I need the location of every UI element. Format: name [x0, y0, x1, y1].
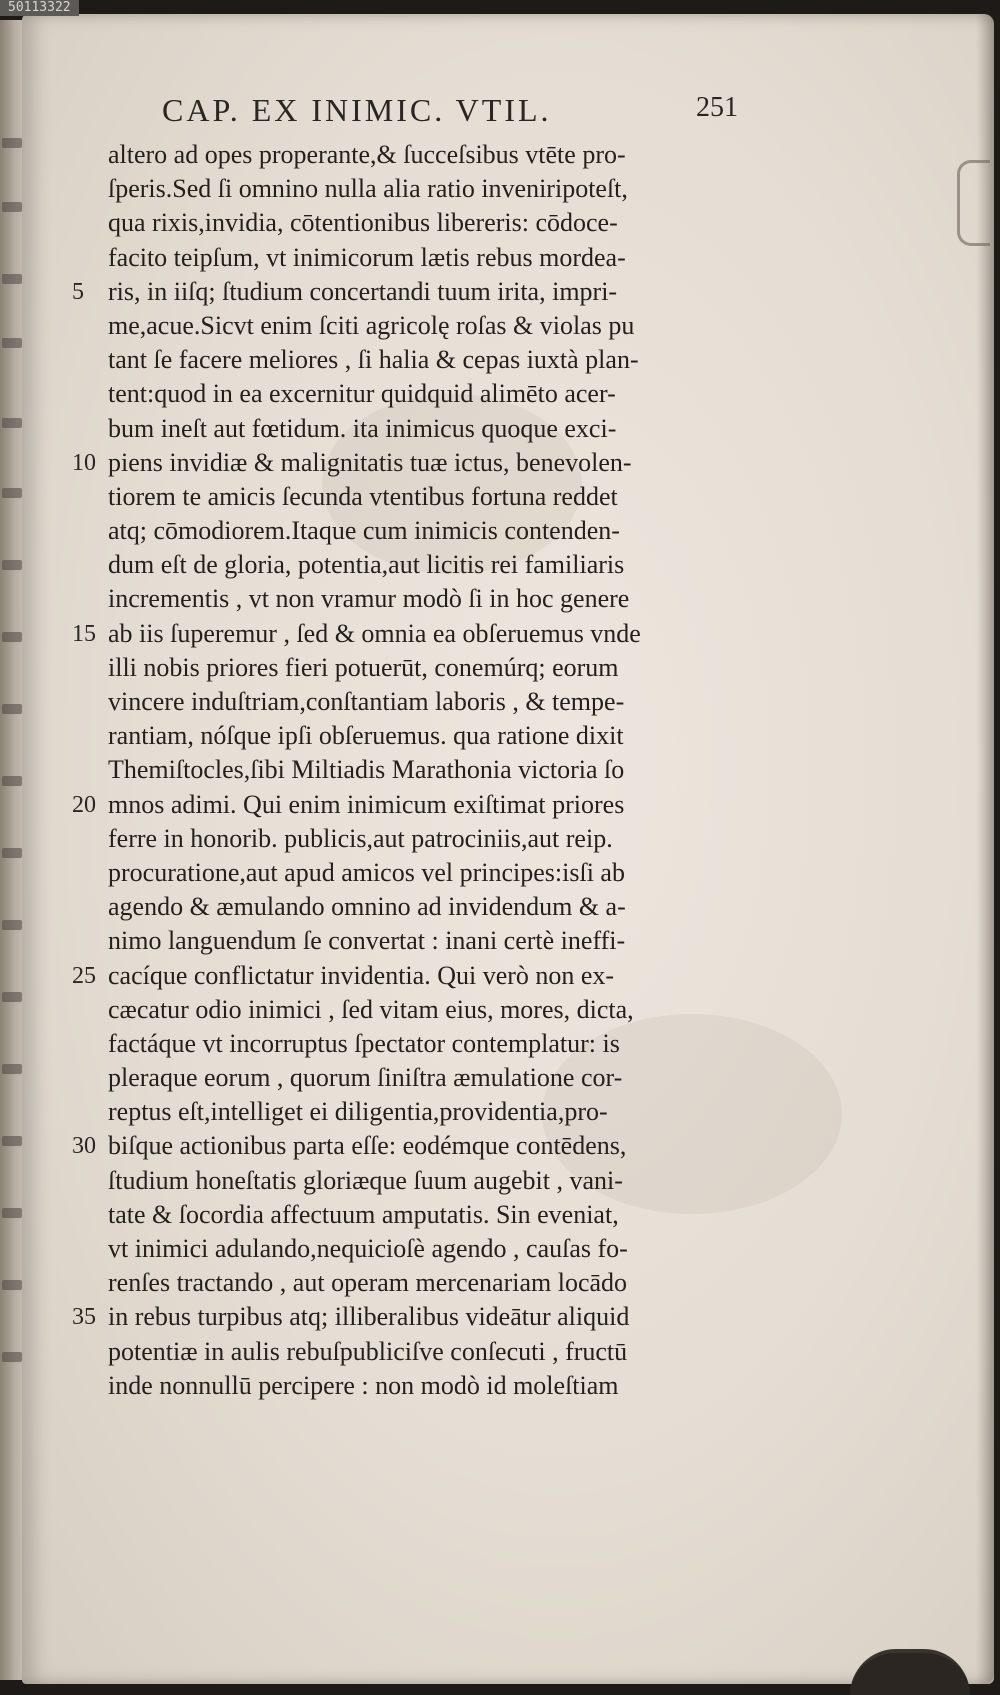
text-line	[62, 959, 782, 993]
line-number: 15	[72, 620, 96, 647]
line-text: vt inimici adulando,nequicioſè agendo , cauſas fo-	[108, 1234, 628, 1263]
line-text: ab iis ſuperemur , ſed & omnia ea obſeruemus vnde	[108, 618, 641, 648]
page-number: 251	[696, 92, 738, 123]
line-text: piens invidiæ & malignitatis tuæ ictus, benevolen-	[108, 447, 632, 477]
line-text: pleraque eorum , quorum ſiniſtra æmulatione cor-	[108, 1063, 623, 1093]
line-text: ſtudium honeſtatis gloriæque ſuum augebit , vani-	[108, 1165, 623, 1195]
text-line	[62, 138, 782, 172]
line-text: Themiſtocles,ſibi Miltiadis Marathonia victoria ſo	[108, 755, 625, 785]
line-text: qua rixis,invidia, cōtentionibus libereris: cōdoce-	[108, 208, 618, 238]
text-line	[62, 1061, 782, 1095]
line-text: me,acue.Sicvt enim ſciti agricolę roſas & violas pu	[108, 310, 635, 340]
line-text: ris, in iiſq; ſtudium concertandi tuum irita, impri-	[108, 276, 618, 306]
scan-corner-label: 50113322	[0, 0, 79, 16]
text-line	[62, 719, 782, 753]
text-line	[62, 1266, 782, 1300]
line-text: in rebus turpibus atq; illiberalibus videātur aliquid	[108, 1302, 630, 1332]
line-text: tiorem te amicis ſecunda vtentibus fortuna reddet	[108, 481, 618, 511]
text-line	[62, 924, 782, 958]
text-line	[62, 1164, 782, 1198]
text-line	[62, 1232, 782, 1266]
text-line	[62, 1369, 782, 1403]
line-text: incrementis , vt non vramur modò ſi in hoc genere	[108, 584, 630, 614]
text-line	[62, 1198, 782, 1232]
line-text: bum ineſt aut fœtidum. ita inimicus quoque exci-	[108, 413, 617, 443]
line-text: renſes tractando , aut operam mercenariam locādo	[108, 1268, 628, 1298]
text-line	[62, 548, 782, 582]
text-line	[62, 856, 782, 890]
text-line	[62, 890, 782, 924]
binding-clip	[957, 160, 990, 246]
text-line	[62, 377, 782, 411]
line-number: 25	[72, 962, 96, 989]
text-line	[62, 617, 782, 651]
text-line	[62, 1335, 782, 1369]
text-line	[62, 993, 782, 1027]
line-text: mnos adimi. Qui enim inimicum exiſtimat priores	[108, 789, 625, 819]
running-head: CAP. EX INIMIC. VTIL.	[162, 92, 552, 128]
text-line	[62, 788, 782, 822]
line-text: nimo languendum ſe convertat : inani certè ineffi-	[108, 926, 626, 956]
line-text: cacíque conflictatur invidentia. Qui verò non ex-	[108, 960, 615, 990]
line-number: 20	[72, 791, 96, 818]
page-edge-shadow	[976, 14, 994, 1684]
line-text: biſque actionibus parta eſſe: eodémque contēdens,	[108, 1131, 627, 1161]
line-text: tent:quod in ea excernitur quidquid alimēto acer-	[108, 379, 616, 409]
text-line	[62, 822, 782, 856]
text-line	[62, 753, 782, 787]
text-line	[62, 206, 782, 240]
line-text: tant ſe facere meliores , ſi halia & cepas iuxtà plan-	[108, 345, 639, 375]
text-line	[62, 309, 782, 343]
line-text: vincere induſtriam,conſtantiam laboris , & tempe-	[108, 687, 625, 716]
text-line	[62, 514, 782, 548]
text-line	[62, 1027, 782, 1061]
line-text: facito teipſum, vt inimicorum lætis rebus mordea-	[108, 242, 626, 272]
text-line	[62, 241, 782, 275]
line-text: tate & ſocordia affectuum amputatis. Sin eveniat,	[108, 1199, 619, 1229]
text-line	[62, 275, 782, 309]
line-text: factáque vt incorruptus ſpectator contemplatur: is	[108, 1028, 620, 1058]
line-text: ferre in honorib. publicis,aut patrociniis,aut reip.	[108, 823, 613, 853]
book-page	[22, 14, 994, 1684]
text-line	[62, 343, 782, 377]
text-line	[62, 651, 782, 685]
text-line	[62, 582, 782, 616]
line-text: agendo & æmulando omnino ad invidendum & a-	[108, 892, 626, 922]
line-number: 5	[72, 278, 84, 305]
line-text: inde nonnullū percipere : non modò id moleſtiam	[108, 1370, 619, 1400]
line-text: illi nobis priores fieri potuerūt, conemúrq; eorum	[108, 652, 619, 682]
text-line	[62, 172, 782, 206]
line-text: dum eſt de gloria, potentia,aut licitis rei familiaris	[108, 550, 625, 580]
line-text: ſperis.Sed ſi omnino nulla alia ratio inveniripoteſt,	[108, 174, 628, 204]
text-line	[62, 685, 782, 719]
line-text: reptus eſt,intelliget ei diligentia,providentia,pro-	[108, 1097, 608, 1127]
text-line	[62, 446, 782, 480]
line-text: cæcatur odio inimici , ſed vitam eius, mores, dicta,	[108, 994, 634, 1024]
line-text: potentiæ in aulis rebuſpubliciſve conſecuti , fructū	[108, 1336, 628, 1366]
line-number: 35	[72, 1304, 96, 1331]
text-line	[62, 1300, 782, 1334]
line-text: rantiam, nóſque ipſi obſeruemus. qua ratione dixit	[108, 721, 624, 751]
line-text: altero ad opes properante,& ſucceſsibus vtēte pro-	[108, 140, 626, 169]
text-line	[62, 412, 782, 446]
text-line	[62, 480, 782, 514]
text-line	[62, 1095, 782, 1129]
line-text: procuratione,aut apud amicos vel principes:isſi ab	[108, 857, 625, 887]
line-text: atq; cōmodiorem.Itaque cum inimicis contenden-	[108, 516, 620, 546]
line-number: 10	[72, 449, 96, 476]
text-line	[62, 1129, 782, 1163]
text-block	[62, 138, 782, 1403]
line-number: 30	[72, 1133, 96, 1160]
